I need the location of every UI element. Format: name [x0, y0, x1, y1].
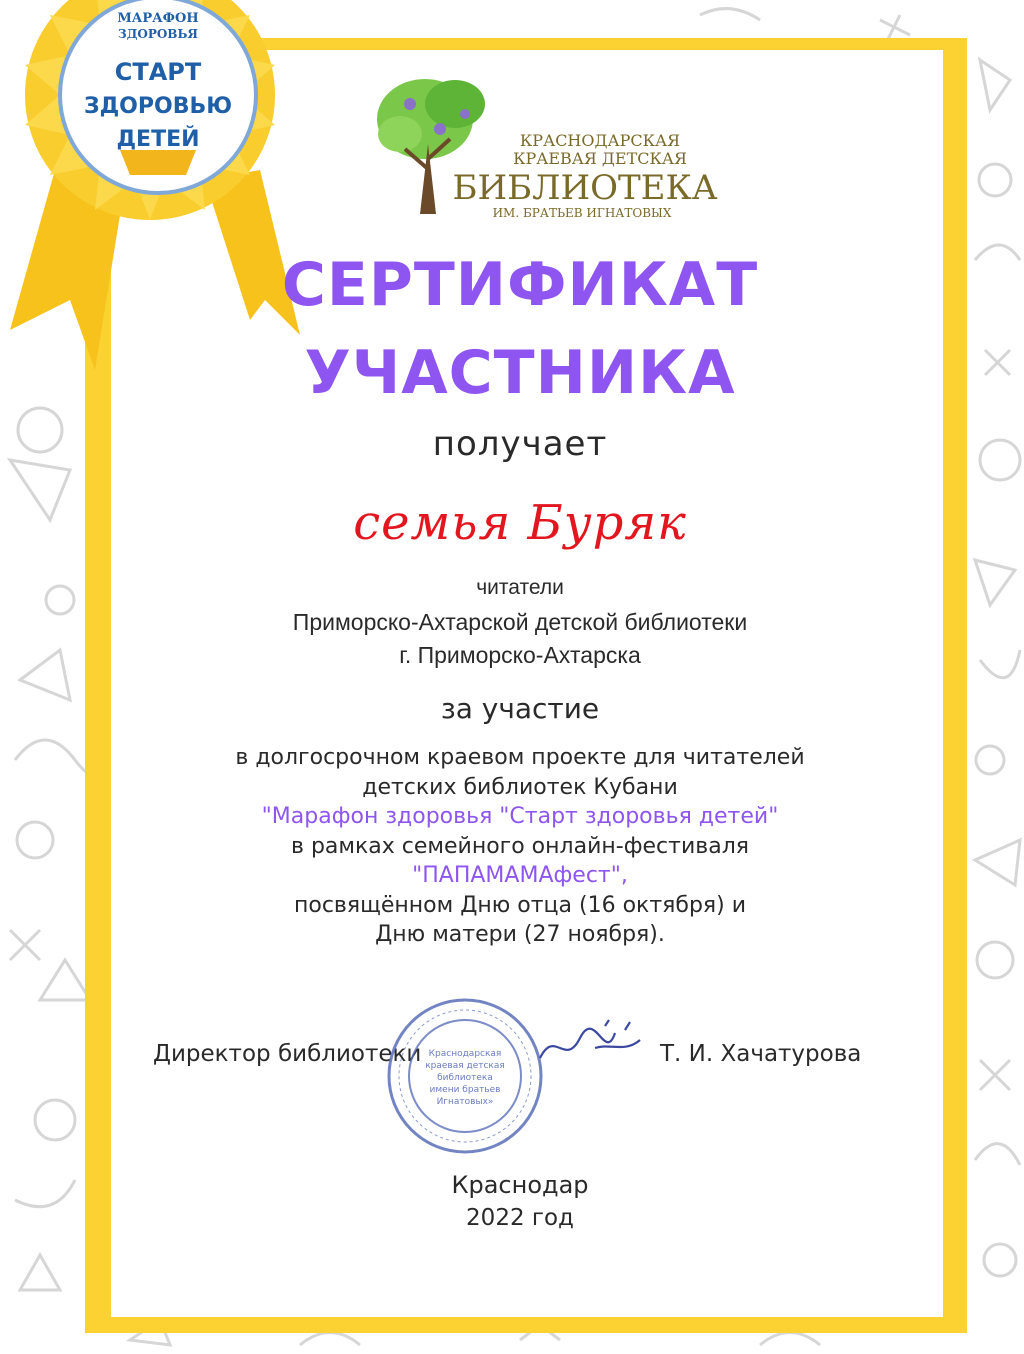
- badge-line4: ЗДОРОВЬЮ: [83, 94, 233, 119]
- library-name: Приморско-Ахтарской детской библиотеки: [292, 609, 748, 635]
- recipient-name: семья Буряк: [353, 495, 687, 551]
- logo-line4: ИМ. БРАТЬЕВ ИГНАТОВЫХ: [492, 206, 672, 220]
- body-line-1: в долгосрочном краевом проекте для читателей: [235, 745, 805, 770]
- marathon-badge: [0, 0, 300, 380]
- svg-text:библиотека: библиотека: [437, 1073, 493, 1083]
- body-line-5: "ПАПАМАМАфест",: [412, 863, 628, 888]
- badge-line5: ДЕТЕЙ: [116, 127, 200, 152]
- logo-line1: КРАСНОДАРСКАЯ: [519, 131, 681, 150]
- svg-text:имени братьев: имени братьев: [429, 1085, 501, 1095]
- certificate-title-line1: СЕРТИФИКАТ: [281, 250, 759, 320]
- svg-text:краевая детская: краевая детская: [425, 1061, 505, 1071]
- badge-line3: СТАРТ: [114, 58, 202, 86]
- receives-text: получает: [432, 424, 608, 464]
- body-line-6: посвящённом Дню отца (16 октября) и: [293, 893, 747, 918]
- for-participation: за участие: [440, 692, 600, 725]
- body-line-7: Дню матери (27 ноября).: [375, 922, 665, 947]
- body-line-4: в рамках семейного онлайн-фестиваля: [290, 834, 749, 859]
- director-signature: [535, 1018, 645, 1073]
- logo-line3: БИБЛИОТЕКА: [452, 168, 718, 208]
- certificate-title-line2: УЧАСТНИКА: [304, 338, 736, 408]
- official-stamp: [383, 996, 548, 1156]
- body-line-3: "Марафон здоровья "Старт здоровья детей": [261, 804, 779, 829]
- library-logo: [370, 74, 718, 224]
- logo-line2: КРАЕВАЯ ДЕТСКАЯ: [513, 149, 687, 168]
- city-name: г. Приморско-Ахтарска: [399, 642, 641, 668]
- svg-text:Игнатовых»: Игнатовых»: [436, 1097, 494, 1107]
- place-name: Краснодар: [451, 1171, 589, 1199]
- director-name: Т. И. Хачатурова: [660, 1041, 862, 1067]
- svg-text:Краснодарская: Краснодарская: [428, 1049, 502, 1059]
- badge-line1: МАРАФОН: [117, 11, 199, 26]
- readers-text: читатели: [476, 576, 564, 599]
- year-text: 2022 год: [466, 1205, 574, 1231]
- badge-line2: ЗДОРОВЬЯ: [118, 27, 198, 41]
- director-role: Директор библиотеки: [153, 1041, 422, 1067]
- body-line-2: детских библиотек Кубани: [362, 775, 678, 800]
